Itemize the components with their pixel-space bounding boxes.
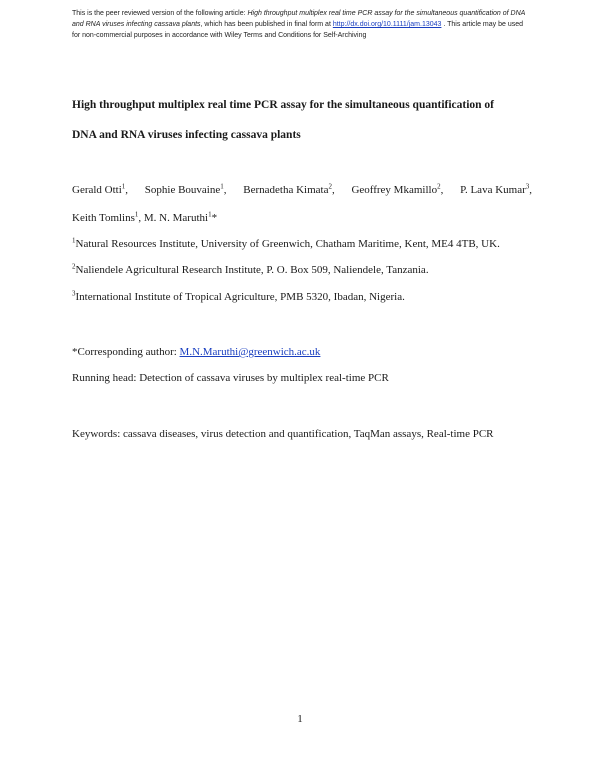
author: Sophie Bouvaine$^1$, [144,182,227,196]
corresponding-label: *Corresponding author: [72,346,180,358]
author-line-2 [72,211,217,225]
corresponding-author [72,345,320,359]
notice-suffix: . This article may be used for non-commercial purposes in accordance with Wiley Terms and Conditions for Self-Archiving [72,21,523,39]
running-head: Running head: Detection of cassava viruses by multiplex real-time PCR [72,372,389,384]
copyright-notice [72,8,532,41]
page-number: 1 [297,713,303,725]
affiliation-2: $^2$Naliendele Agricultural Research Institute, P. O. Box 509, Naliendele, Tanzania. [72,262,429,276]
author: Geoffrey Mkamillo$^2$, [351,182,444,196]
author: M. N. Maruthi$^1$* [143,210,218,224]
author: Keith Tomlins$^1$, [72,210,142,224]
author-line-1 [72,183,532,197]
notice-article-title: High throughput multiplex real time PCR assay for the simultaneous quantification of DNA and RNA viruses infecting cassava plants [72,10,526,28]
author: P. Lava Kumar$^3$, [460,182,532,196]
affiliation-3: $^3$International Institute of Tropical Agriculture, PMB 5320, Ibadan, Nigeria. [72,289,405,303]
paper-title-line-1: High throughput multiplex real time PCR assay for the simultaneous quantification of [72,99,495,111]
affiliation-1: $^1$Natural Resources Institute, University of Greenwich, Chatham Maritime, Kent, ME4 4TB, UK. [72,236,500,250]
notice-prefix: This is the peer reviewed version of the following article: [72,10,248,17]
keywords: Keywords: cassava diseases, virus detection and quantification, TaqMan assays, Real-time PCR [72,428,494,440]
doi-link[interactable]: http://dx.doi.org/10.1111/jam.13043 [332,21,442,28]
author: Bernadetha Kimata$^2$, [243,182,335,196]
author: Gerald Otti$^1$, [72,182,129,196]
notice-middle: , which has been published in final form at [200,21,333,28]
corresponding-email-link[interactable]: M.N.Maruthi@greenwich.ac.uk [179,346,321,358]
paper-title-line-2: DNA and RNA viruses infecting cassava plants [72,129,301,141]
